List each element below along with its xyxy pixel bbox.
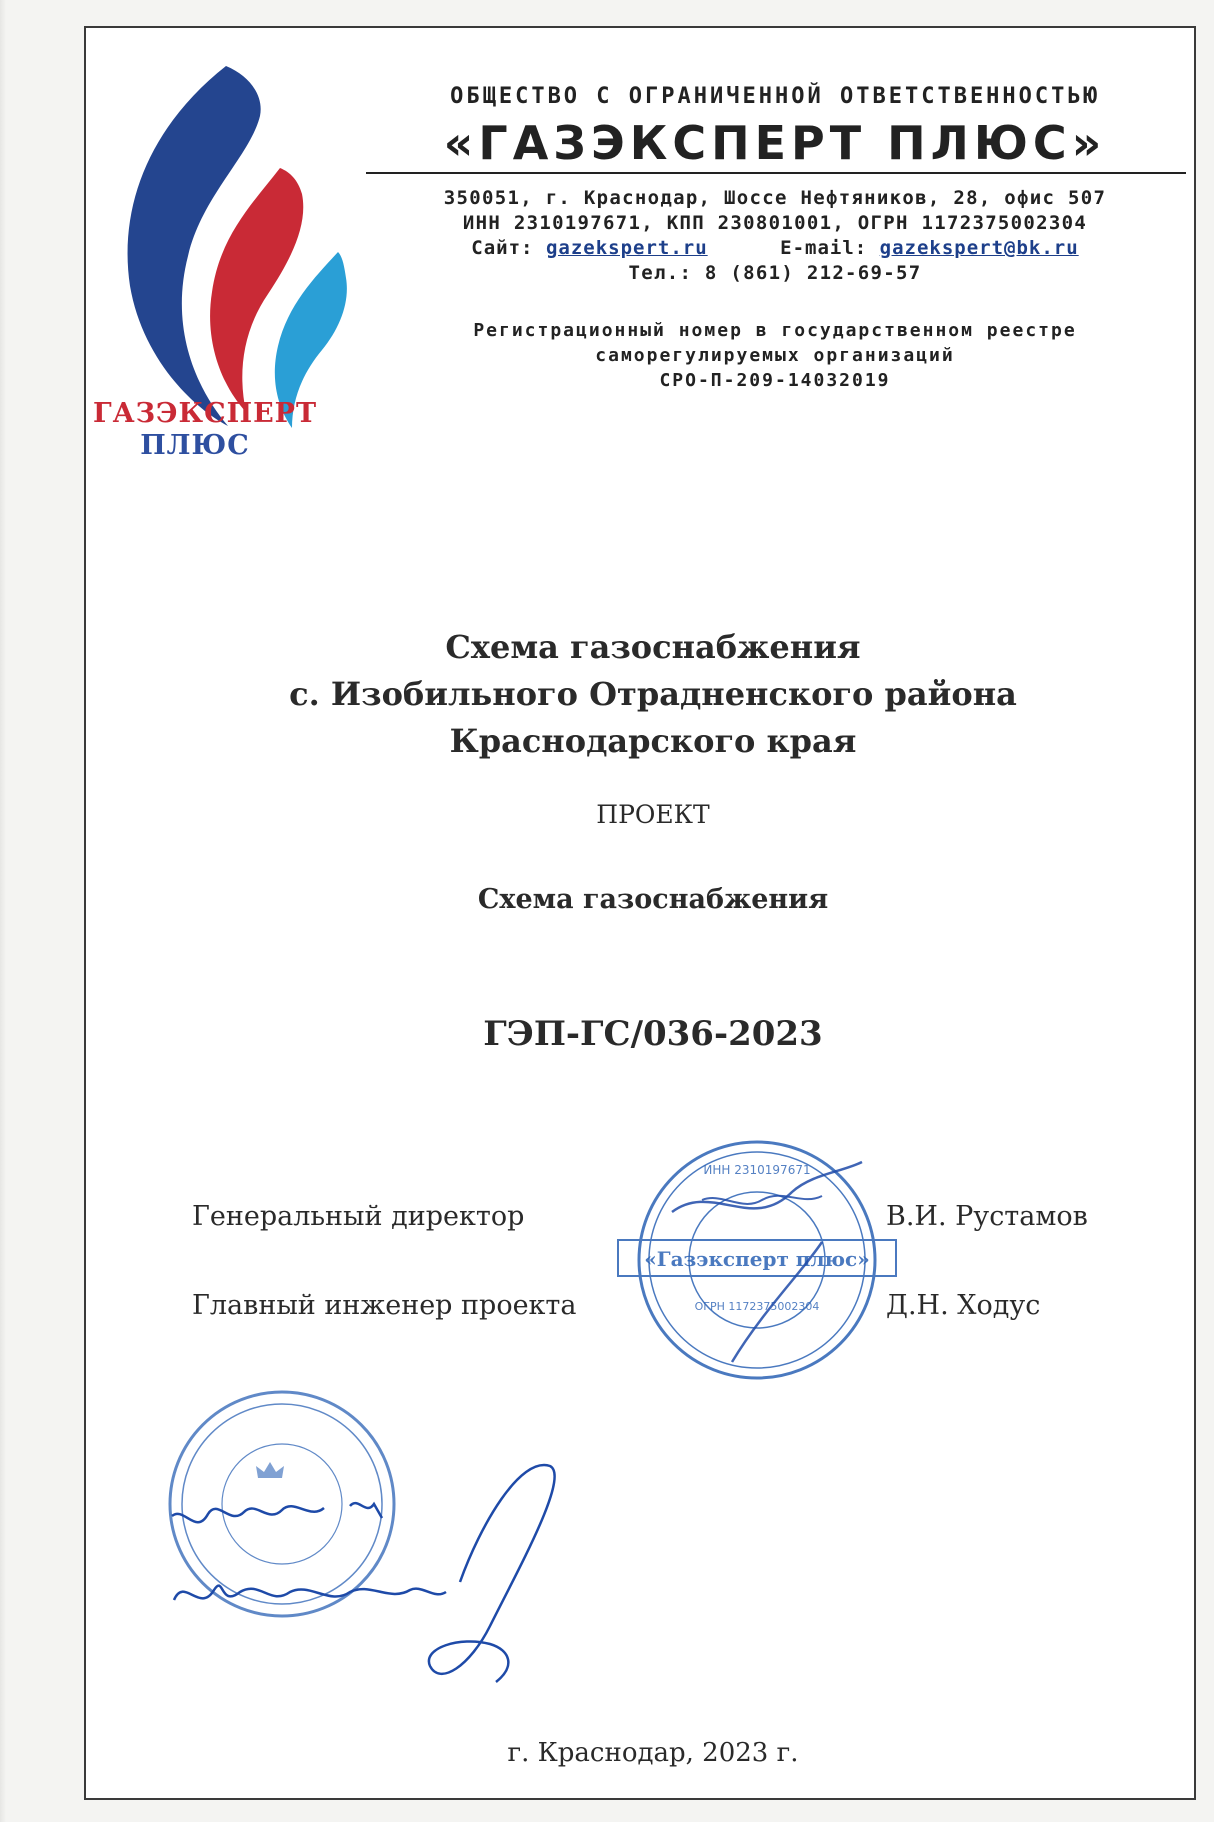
- doc-code: ГЭП-ГС/036-2023: [483, 1014, 823, 1054]
- doc-stage: ПРОЕКТ: [596, 800, 710, 829]
- city-year: г. Краснодар, 2023 г.: [507, 1738, 799, 1768]
- signatory-name-director: В.И. Рустамов: [886, 1201, 1088, 1232]
- administration-stamp-icon: [160, 1386, 600, 1706]
- doc-title-line1: Схема газоснабжения: [445, 628, 861, 666]
- signatory-role-director: Генеральный директор: [192, 1201, 525, 1232]
- org-type: ОБЩЕСТВО С ОГРАНИЧЕННОЙ ОТВЕТСТВЕННОСТЬЮ: [450, 84, 1100, 109]
- scan-edge: [0, 0, 6, 1822]
- signatory-role-chief-engineer: Главный инженер проекта: [192, 1290, 577, 1321]
- doc-title-line2: с. Изобильного Отрадненского района: [289, 675, 1017, 713]
- doc-title-line3: Краснодарского края: [449, 722, 857, 760]
- company-ids: ИНН 2310197671, КПП 230801001, ОГРН 1172375002304: [462, 212, 1088, 234]
- site-label: Сайт:: [471, 237, 534, 259]
- svg-text:ИНН 2310197671: ИНН 2310197671: [703, 1163, 811, 1177]
- phone: Тел.: 8 (861) 212-69-57: [628, 262, 922, 284]
- org-name: «ГАЗЭКСПЕРТ ПЛЮС»: [443, 116, 1107, 170]
- svg-text:«Газэксперт плюс»: «Газэксперт плюс»: [644, 1247, 870, 1271]
- header-divider: [366, 172, 1186, 174]
- svg-text:ОГРН 1172375002304: ОГРН 1172375002304: [694, 1300, 820, 1313]
- logo-text-line1: ГАЗЭКСПЕРТ: [92, 398, 318, 429]
- contacts-line: [360, 237, 1190, 259]
- registry-line2: саморегулируемых организаций: [595, 345, 955, 366]
- registry-number: СРО-П-209-14032019: [659, 370, 891, 391]
- email-label: E-mail:: [780, 237, 868, 259]
- doc-subtitle: Схема газоснабжения: [477, 884, 829, 915]
- signatory-name-chief-engineer: Д.Н. Ходус: [886, 1290, 1041, 1321]
- email-link[interactable]: gazekspert@bk.ru: [879, 237, 1079, 259]
- logo-text-line2: ПЛЮС: [140, 430, 250, 461]
- registry-line1: Регистрационный номер в государственном реестре: [473, 320, 1077, 341]
- site-link[interactable]: gazekspert.ru: [545, 237, 708, 259]
- company-stamp-icon: [612, 1122, 902, 1392]
- address: 350051, г. Краснодар, Шоссе Нефтяников, 28, офис 507: [443, 187, 1107, 209]
